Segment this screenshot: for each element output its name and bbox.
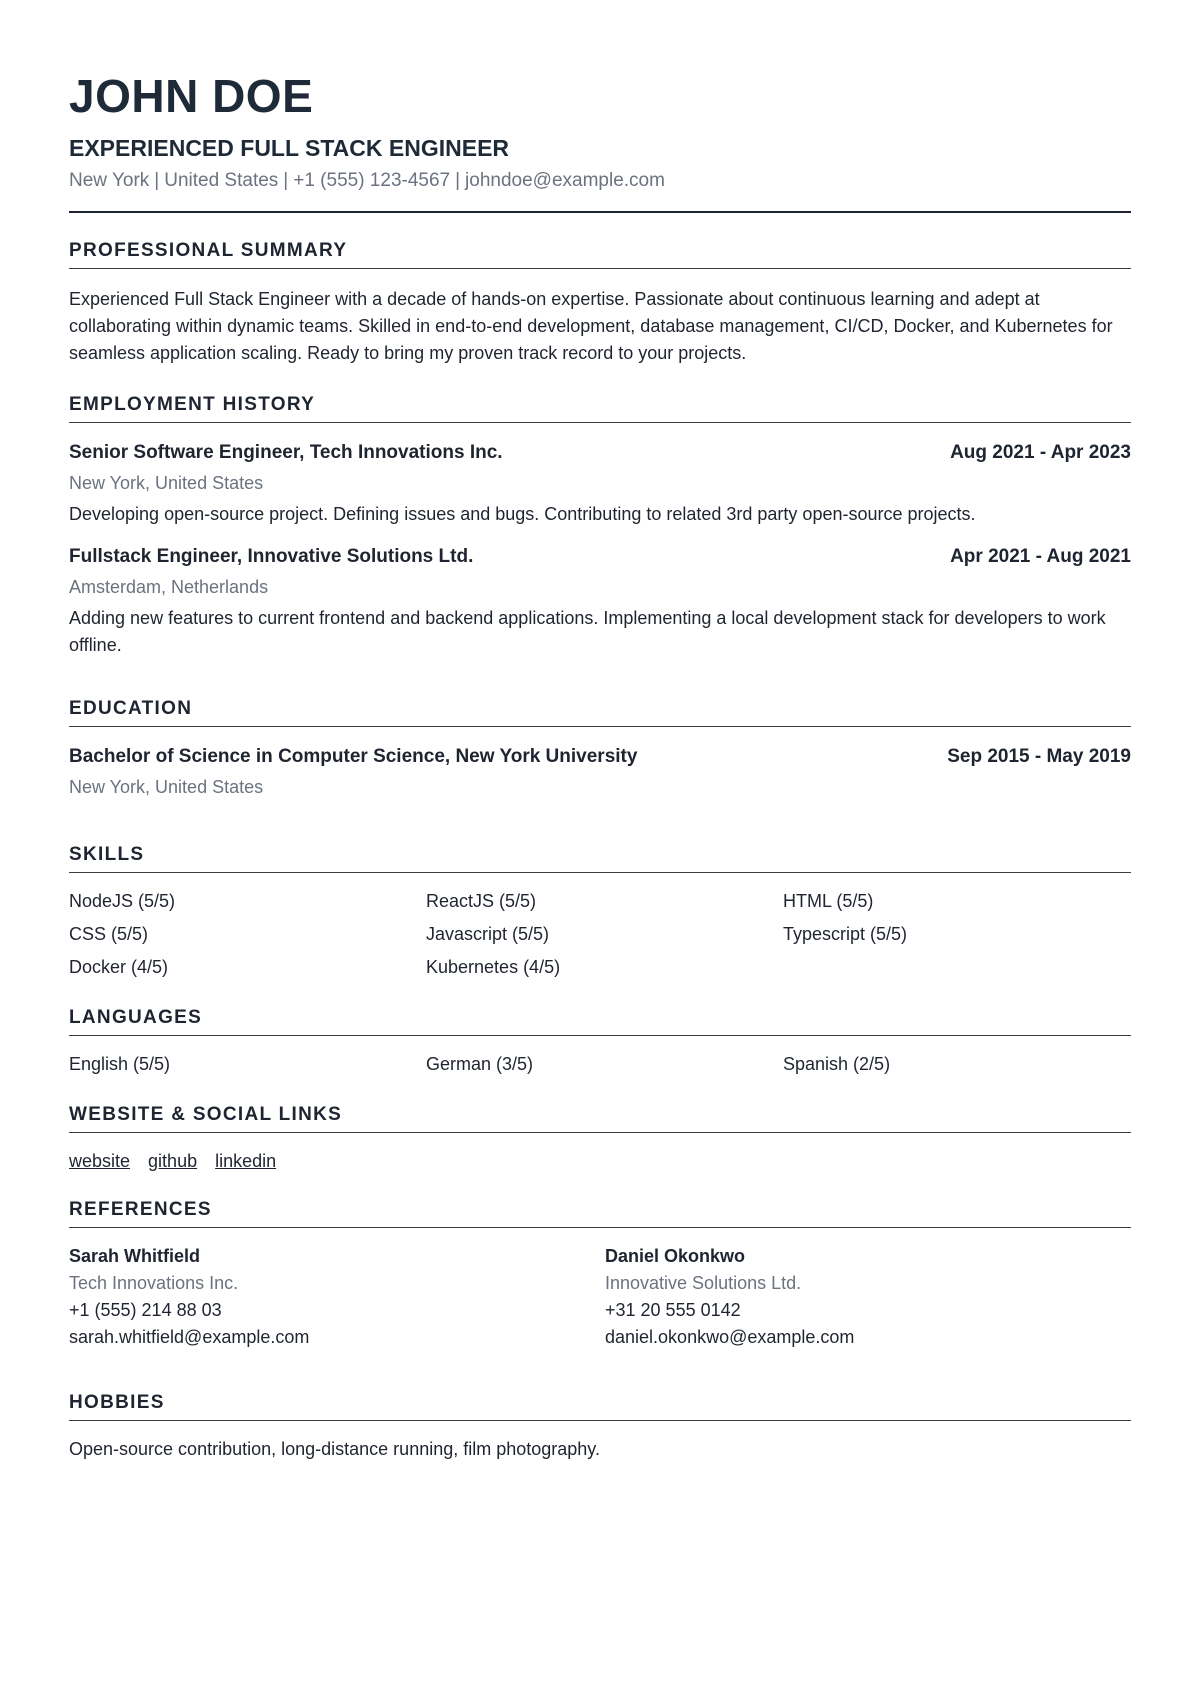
skill-item: HTML (5/5) [783,891,874,911]
skills-grid [69,888,1131,981]
language-item: Spanish (2/5) [783,1054,891,1074]
contact-email: johndoe@example.com [465,170,665,191]
education-section [69,697,1131,799]
language-item: German (3/5) [426,1054,534,1074]
skill-item: CSS (5/5) [69,924,149,944]
website-link[interactable]: website [69,1151,131,1171]
links-section [69,1103,1131,1174]
reference-phone: +1 (555) 214 88 03 [69,1300,222,1320]
job-dates: Aug 2021 - Apr 2023 [950,442,1131,463]
reference-name: Sarah Whitfield [69,1246,201,1266]
hobbies-text: Open-source contribution, long-distance running, film photography. [69,1439,600,1459]
reference-email: daniel.okonkwo@example.com [605,1327,855,1347]
contact-separator: | [154,170,160,191]
job-description: Adding new features to current frontend and backend applications. Implementing a local development stack for developers to work offline. [69,608,1106,655]
skill-item: Javascript (5/5) [426,924,550,944]
job-entry [69,440,1131,528]
degree-title: Bachelor of Science in Computer Science, New York University [69,746,638,767]
contact-phone: +1 (555) 123-4567 [293,170,451,191]
contact-country: United States [164,170,279,191]
summary-section [69,239,1131,367]
references-section [69,1198,1131,1351]
degree-dates: Sep 2015 - May 2019 [947,746,1131,767]
language-item: English (5/5) [69,1054,171,1074]
references-grid [69,1243,1131,1351]
reference-email: sarah.whitfield@example.com [69,1327,310,1347]
job-title: Senior Software Engineer, Tech Innovations Inc. [69,442,503,463]
contact-separator: | [455,170,461,191]
degree-location: New York, United States [69,777,264,797]
contact-line [69,168,1131,194]
reference-card [605,1243,1131,1351]
skill-item: Kubernetes (4/5) [426,957,561,977]
candidate-name: JOHN DOE [69,70,314,122]
links-row [69,1148,1131,1174]
linkedin-link[interactable]: linkedin [215,1151,277,1171]
languages-section [69,1006,1131,1078]
job-location: New York, United States [69,473,264,493]
job-location: Amsterdam, Netherlands [69,577,269,597]
reference-company: Innovative Solutions Ltd. [605,1273,802,1293]
contact-separator: | [283,170,289,191]
languages-grid [69,1051,1131,1078]
reference-card [69,1243,605,1351]
job-dates: Apr 2021 - Aug 2021 [950,546,1131,567]
skill-item: Docker (4/5) [69,957,169,977]
skill-item: Typescript (5/5) [783,924,908,944]
section-title: PROFESSIONAL SUMMARY [69,239,1131,269]
skill-item: NodeJS (5/5) [69,891,176,911]
education-entry [69,744,1131,799]
contact-city: New York [69,170,150,191]
section-title: LANGUAGES [69,1006,1131,1036]
hobbies-section [69,1391,1131,1463]
section-title: REFERENCES [69,1198,1131,1228]
job-title: Fullstack Engineer, Innovative Solutions Ltd. [69,546,474,567]
job-description: Developing open-source project. Defining issues and bugs. Contributing to related 3rd party open-source projects. [69,504,976,524]
section-title: HOBBIES [69,1391,1131,1421]
summary-text: Experienced Full Stack Engineer with a decade of hands-on expertise. Passionate about continuous learning and adept at collaborating within dynamic teams. Skilled in end-to-end development, database management, CI/CD, Docker, and Kubernetes for seamless application scaling. Ready to bring my proven track record to your projects. [69,289,1113,363]
section-title: SKILLS [69,843,1131,873]
reference-phone: +31 20 555 0142 [605,1300,741,1320]
github-link[interactable]: github [148,1151,198,1171]
candidate-title: EXPERIENCED FULL STACK ENGINEER [69,135,510,161]
reference-company: Tech Innovations Inc. [69,1273,239,1293]
section-title: EMPLOYMENT HISTORY [69,393,1131,423]
skill-item: ReactJS (5/5) [426,891,537,911]
reference-name: Daniel Okonkwo [605,1246,746,1266]
header-divider [69,211,1131,213]
skills-section [69,843,1131,981]
employment-section [69,393,1131,659]
job-entry [69,544,1131,659]
section-title: WEBSITE & SOCIAL LINKS [69,1103,1131,1133]
section-title: EDUCATION [69,697,1131,727]
